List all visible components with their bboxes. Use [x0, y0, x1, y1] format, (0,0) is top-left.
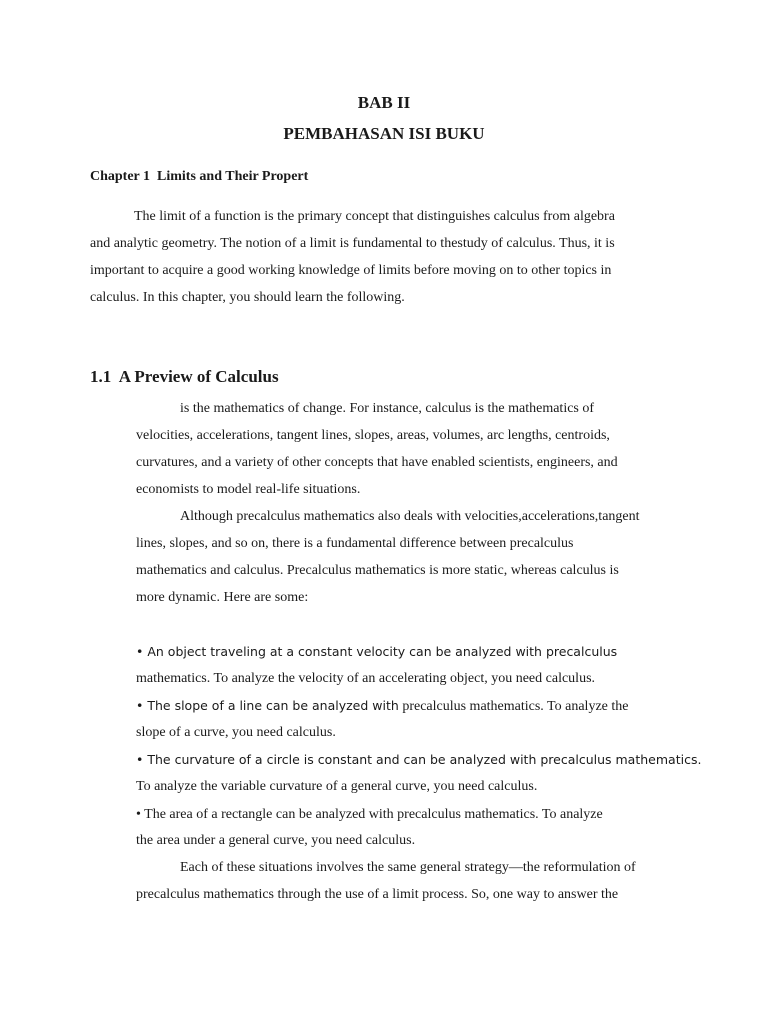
para3-line: precalculus mathematics through the use of a limit process. So, one way to answer the [136, 887, 619, 902]
bullet-item [136, 638, 696, 665]
bullet-text: • The slope of a line can be analyzed with [136, 698, 399, 713]
para1-line: curvatures, and a variety of other concepts that have enabled scientists, engineers, and [136, 455, 618, 470]
bullet-continuation: mathematics. To analyze the velocity of an accelerating object, you need calculus. [136, 671, 596, 686]
bullet-text: • The curvature of a circle is constant and can be analyzed with precalculus mathematics. [136, 752, 702, 767]
main-title: PEMBAHASAN ISI BUKU [283, 124, 485, 143]
section-heading: 1.1 A Preview of Calculus [90, 367, 279, 386]
para1-line: is the mathematics of change. For instance, calculus is the mathematics of [180, 401, 595, 416]
bullet-text: • An object traveling at a constant velocity can be analyzed with precalculus [136, 644, 618, 659]
intro-line: The limit of a function is the primary concept that distinguishes calculus from algebra [134, 209, 615, 224]
para2-line: mathematics and calculus. Precalculus mathematics is more static, whereas calculus is [136, 563, 619, 578]
bab-title: BAB II [357, 93, 411, 112]
bullet-text: • The area of a rectangle can be analyzed with precalculus mathematics. To analyze [136, 807, 603, 822]
intro-paragraph [90, 203, 690, 311]
bullet-item [136, 746, 702, 773]
bullet-item [136, 692, 696, 719]
chapter-heading: Chapter 1 Limits and Their Propert [90, 169, 309, 184]
bullet-continuation: the area under a general curve, you need calculus. [136, 833, 416, 848]
bullet-continuation: slope of a curve, you need calculus. [136, 725, 336, 740]
para1-line: velocities, accelerations, tangent lines, slopes, areas, volumes, arc lengths, centroids, [136, 428, 610, 443]
bullet-continuation: To analyze the variable curvature of a general curve, you need calculus. [136, 779, 538, 794]
para3-line: Each of these situations involves the same general strategy—the reformulation of [180, 860, 636, 875]
para2-line: Although precalculus mathematics also deals with velocities,accelerations,tangent [180, 509, 640, 524]
para2-line: lines, slopes, and so on, there is a fundamental difference between precalculus [136, 536, 574, 551]
intro-line: important to acquire a good working knowledge of limits before moving on to other topics in [90, 263, 612, 278]
para1-line: economists to model real-life situations. [136, 482, 361, 497]
para2-line: more dynamic. Here are some: [136, 590, 309, 605]
bullet-item [136, 800, 696, 827]
spacer [136, 611, 696, 638]
section-body [136, 395, 702, 908]
intro-line: calculus. In this chapter, you should learn the following. [90, 290, 405, 305]
bullet-text: precalculus mathematics. To analyze the [398, 699, 629, 714]
intro-line: and analytic geometry. The notion of a limit is fundamental to thestudy of calculus. Thus, it is [90, 236, 615, 251]
